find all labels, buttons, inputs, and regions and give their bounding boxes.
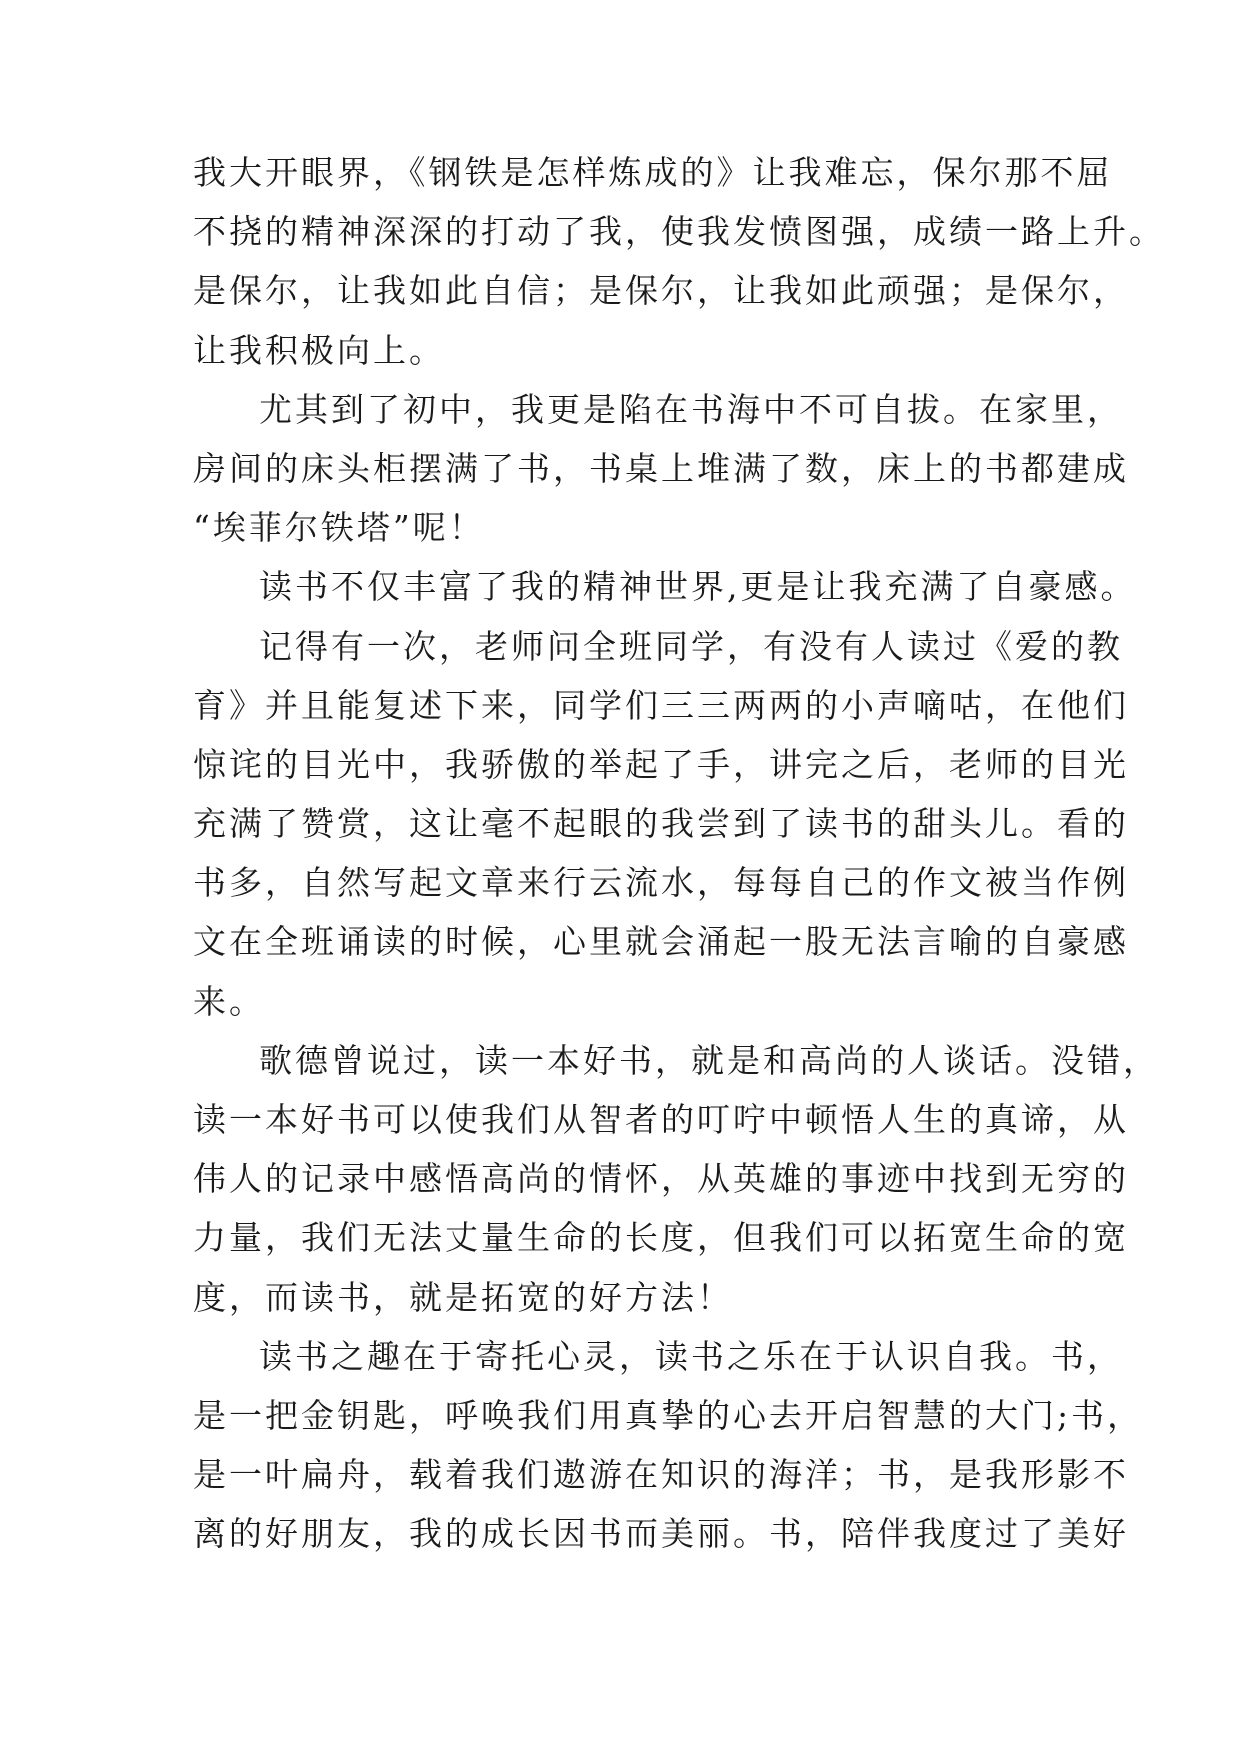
essay-body (193, 143, 1165, 1564)
text-line: 让我积极向上。 (193, 330, 445, 370)
text-line: 来。 (193, 981, 265, 1021)
text-line: 书多，自然写起文章来行云流水，每每自己的作文被当作例 (193, 863, 1129, 903)
text-line: 文在全班诵读的时候，心里就会涌起一股无法言喻的自豪感 (193, 922, 1129, 962)
text-line: “埃菲尔铁塔”呢！ (193, 508, 485, 548)
paragraph-first-line: 读书之趣在于寄托心灵，读书之乐在于认识自我。书， (259, 1336, 1123, 1376)
text-line: 房间的床头柜摆满了书，书桌上堆满了数，床上的书都建成 (193, 448, 1129, 488)
text-line: 不挠的精神深深的打动了我，使我发愤图强，成绩一路上升。 (193, 212, 1165, 252)
text-line: 度，而读书，就是拓宽的好方法！ (193, 1277, 733, 1317)
text-line: 是保尔，让我如此自信；是保尔，让我如此顽强；是保尔， (193, 271, 1129, 311)
paragraph-first-line: 尤其到了初中，我更是陷在书海中不可自拔。在家里， (259, 389, 1123, 429)
paragraph-first-line: 歌德曾说过，读一本好书，就是和高尚的人谈话。没错， (259, 1040, 1159, 1080)
text-line: 伟人的记录中感悟高尚的情怀，从英雄的事迹中找到无穷的 (193, 1159, 1129, 1199)
paragraph-first-line: 记得有一次，老师问全班同学，有没有人读过《爱的教 (259, 626, 1123, 666)
text-line: 是一叶扁舟，载着我们遨游在知识的海洋；书，是我形影不 (193, 1455, 1129, 1495)
text-line: 是一把金钥匙，呼唤我们用真挚的心去开启智慧的大门;书， (193, 1395, 1144, 1435)
text-line: 惊诧的目光中，我骄傲的举起了手，讲完之后，老师的目光 (193, 744, 1129, 784)
text-line: 离的好朋友，我的成长因书而美丽。书，陪伴我度过了美好 (193, 1514, 1129, 1554)
text-line: 读一本好书可以使我们从智者的叮咛中顿悟人生的真谛，从 (193, 1100, 1129, 1139)
text-line: 我大开眼界，《钢铁是怎样炼成的》让我难忘，保尔那不屈 (193, 153, 1113, 192)
text-line: 育》并且能复述下来，同学们三三两两的小声嘀咕，在他们 (193, 685, 1129, 725)
text-line: 力量，我们无法丈量生命的长度，但我们可以拓宽生命的宽 (193, 1218, 1129, 1258)
text-line: 充满了赞赏，这让毫不起眼的我尝到了读书的甜头儿。看的 (193, 804, 1129, 844)
paragraph-first-line: 读书不仅丰富了我的精神世界,更是让我充满了自豪感。 (259, 567, 1137, 607)
